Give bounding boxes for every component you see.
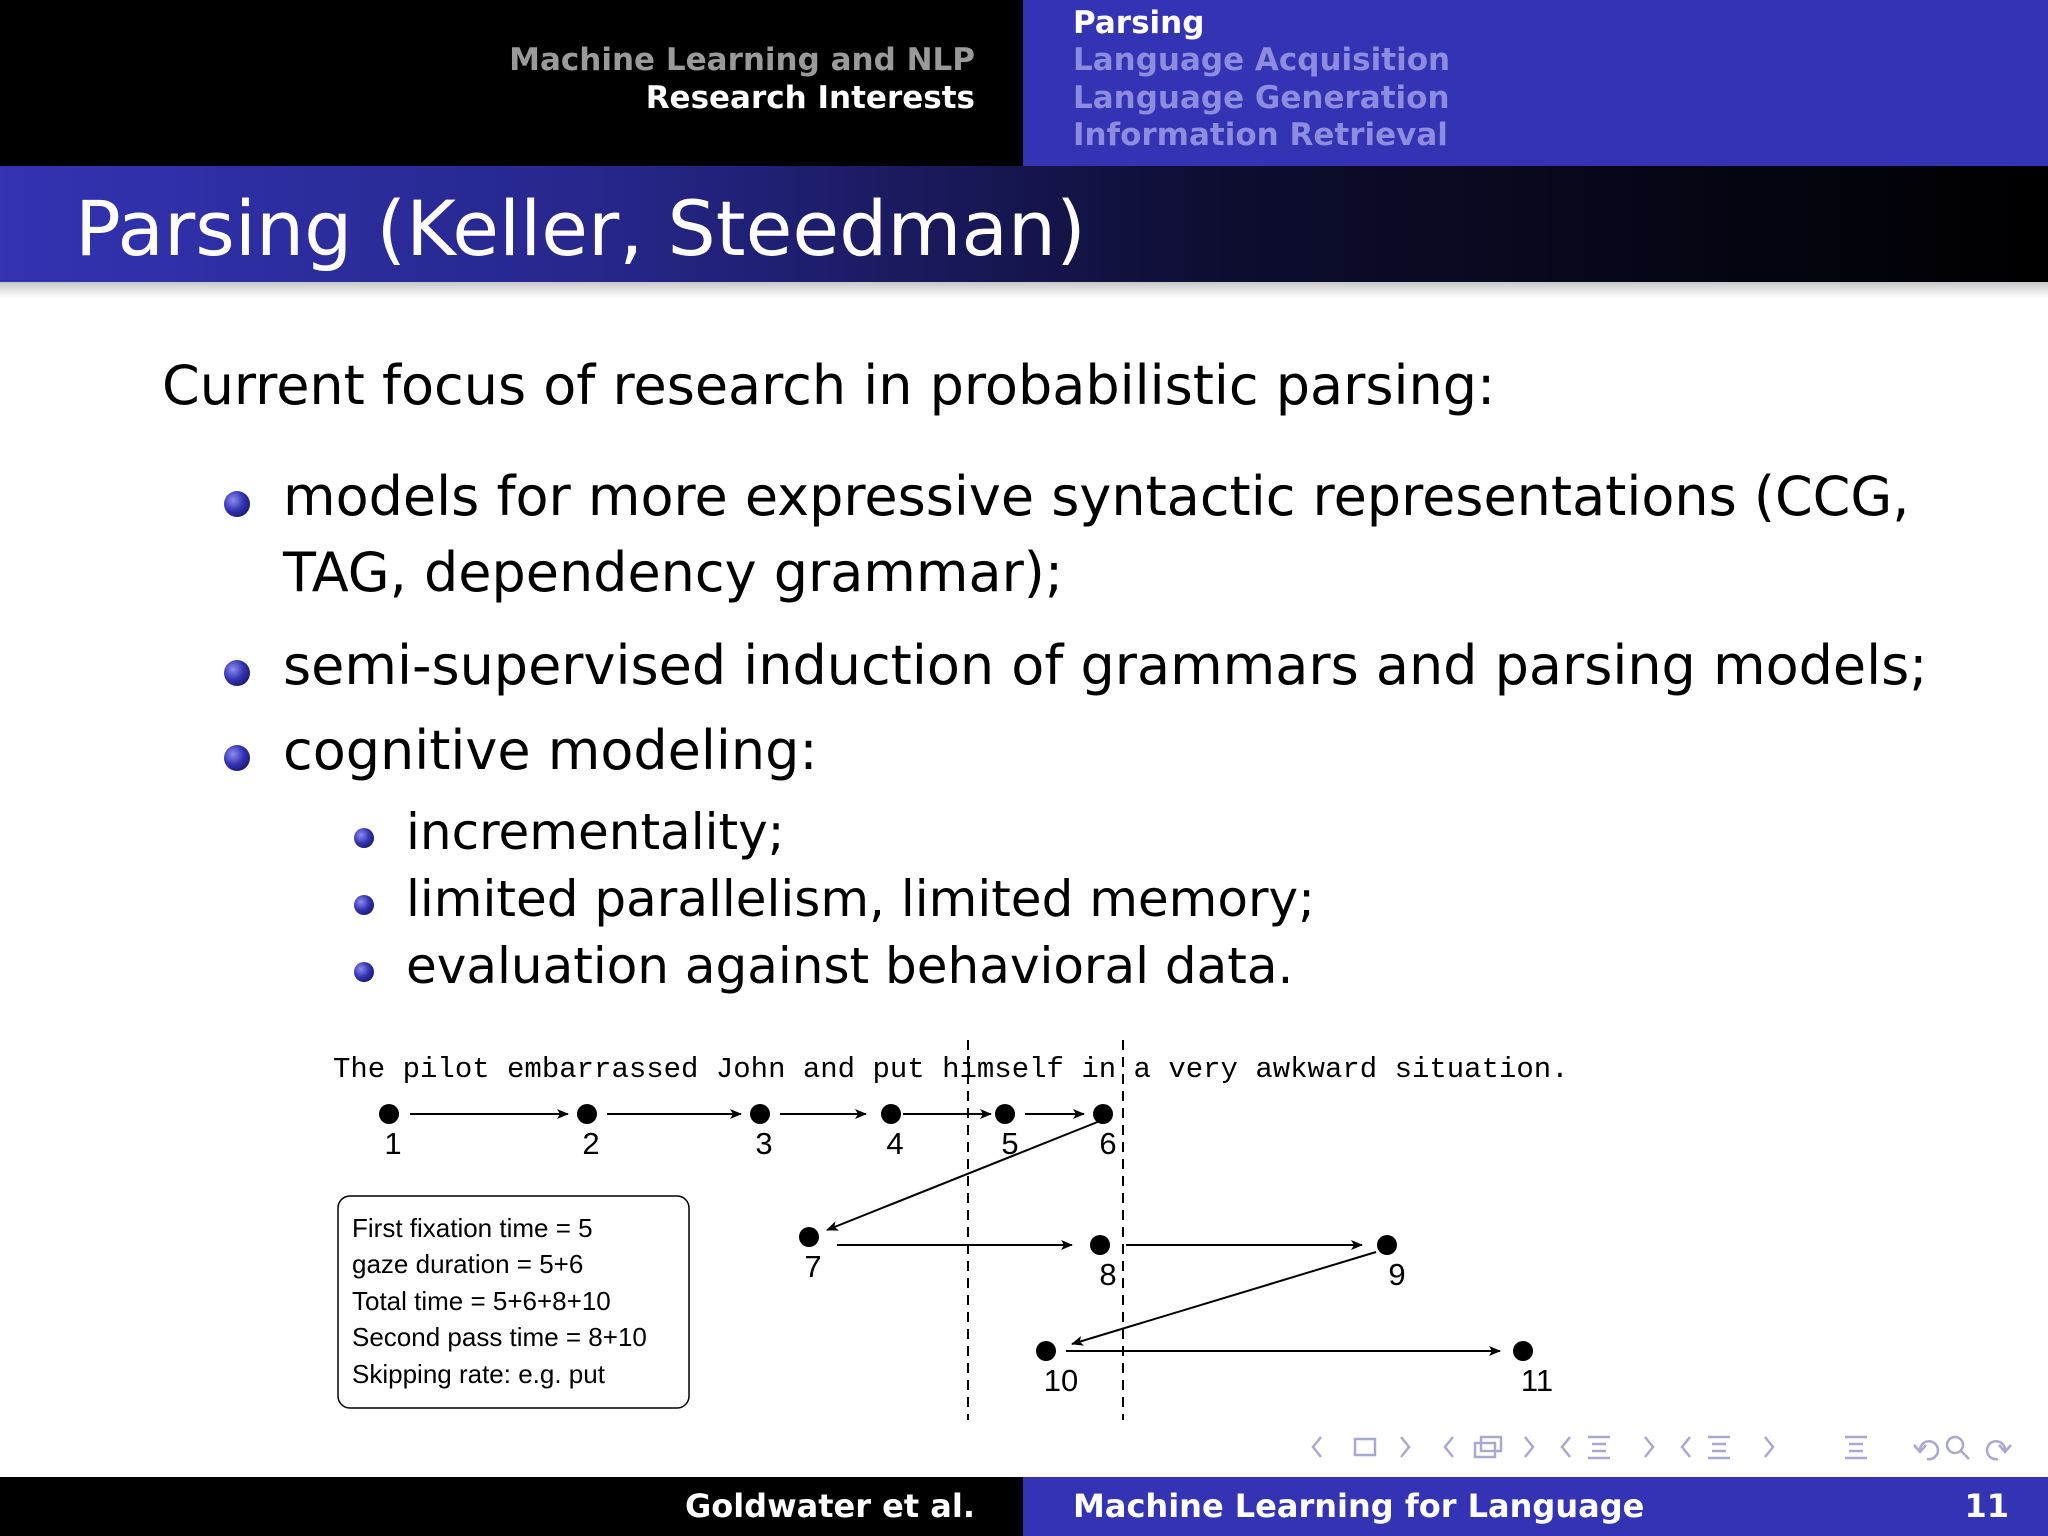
bullet-1-line-2: TAG, dependency grammar);: [283, 541, 1064, 604]
fixation-label: 2: [582, 1126, 600, 1161]
header-lecture-title[interactable]: Machine Learning and NLP: [509, 42, 975, 78]
footer-left: [0, 1477, 1023, 1536]
fixation-point: [1090, 1235, 1110, 1255]
eye-tracking-figure: [320, 1030, 1700, 1450]
subsection-nav-icon[interactable]: [1445, 1437, 1533, 1457]
legend-line: gaze duration = 5+6: [352, 1249, 584, 1279]
page-title: Parsing (Keller, Steedman): [75, 184, 1086, 273]
fixation-point: [1513, 1341, 1533, 1361]
bullet-ball-icon: [224, 745, 250, 771]
intro-text: Current focus of research in probabilistic parsing:: [162, 354, 1496, 417]
subbullet-ball-icon: [354, 895, 374, 915]
bullet-2: semi-supervised induction of grammars and parsing models;: [283, 634, 1928, 697]
bullet-3: cognitive modeling:: [283, 719, 818, 782]
footer-author: Goldwater et al.: [684, 1487, 975, 1525]
fixation-label: 1: [384, 1126, 402, 1161]
legend-line: Skipping rate: e.g. put: [352, 1359, 605, 1389]
fixation-point: [995, 1104, 1015, 1124]
footer-course-title: Machine Learning for Language: [1073, 1487, 1645, 1525]
fixation-label: 8: [1099, 1257, 1117, 1292]
undo-redo-icon[interactable]: [1914, 1441, 1938, 1459]
fixation-point: [577, 1104, 597, 1124]
subbullet-ball-icon: [354, 962, 374, 982]
frame-nav-icon[interactable]: [1313, 1437, 1409, 1457]
navigation-bar: [1305, 1427, 2025, 1467]
legend-line: Second pass time = 8+10: [352, 1322, 647, 1352]
redo-icon[interactable]: [1987, 1441, 2011, 1459]
saccade-arrow: [827, 1121, 1100, 1230]
figure-sentence: The pilot embarrassed John and put himself in a very awkward situation.: [333, 1053, 1569, 1086]
bullet-1-line-1: models for more expressive syntactic representations (CCG,: [283, 465, 1910, 528]
header-section-title[interactable]: Research Interests: [645, 80, 975, 116]
saccade-arrow: [1072, 1252, 1376, 1344]
fixation-point: [881, 1104, 901, 1124]
fixation-point: [799, 1227, 819, 1247]
title-shadow: [0, 282, 2048, 298]
search-icon[interactable]: [1947, 1437, 1969, 1459]
bullet-ball-icon: [224, 660, 250, 686]
subbullet-2: limited parallelism, limited memory;: [406, 870, 1315, 928]
section-nav-icon[interactable]: [1562, 1437, 1653, 1458]
fixation-label: 3: [755, 1126, 773, 1161]
legend-line: First fixation time = 5: [352, 1213, 593, 1243]
fixation-point: [750, 1104, 770, 1124]
fixation-point: [1377, 1235, 1397, 1255]
header-right: [1023, 0, 2048, 166]
nav-section-language-generation[interactable]: Language Generation: [1073, 80, 1450, 116]
subbullet-ball-icon: [354, 828, 374, 848]
fixation-label: 9: [1388, 1257, 1406, 1292]
subbullet-3: evaluation against behavioral data.: [406, 937, 1294, 995]
legend-line: Total time = 5+6+8+10: [352, 1286, 611, 1316]
document-nav-icon[interactable]: [1682, 1437, 1773, 1458]
fixation-label: 7: [804, 1249, 822, 1284]
fixation-point: [379, 1104, 399, 1124]
fixation-label: 6: [1099, 1126, 1117, 1161]
nav-section-information-retrieval[interactable]: Information Retrieval: [1073, 117, 1448, 153]
fixation-label: 4: [886, 1126, 904, 1161]
outline-nav-icon[interactable]: [1845, 1437, 1867, 1458]
fixation-label: 10: [1043, 1363, 1079, 1398]
title-bar: [0, 166, 2048, 282]
footer-right: [1023, 1477, 2048, 1536]
nav-section-parsing[interactable]: Parsing: [1073, 5, 1205, 41]
fixation-point: [1036, 1341, 1056, 1361]
subbullet-1: incrementality;: [406, 803, 785, 861]
footer-page-number: 11: [1964, 1487, 2009, 1525]
nav-section-language-acquisition[interactable]: Language Acquisition: [1073, 42, 1451, 78]
fixation-label: 5: [1001, 1126, 1019, 1161]
bullet-ball-icon: [224, 491, 250, 517]
fixation-label: 11: [1520, 1363, 1554, 1398]
header-left: [0, 0, 1023, 166]
fixation-point: [1093, 1104, 1113, 1124]
